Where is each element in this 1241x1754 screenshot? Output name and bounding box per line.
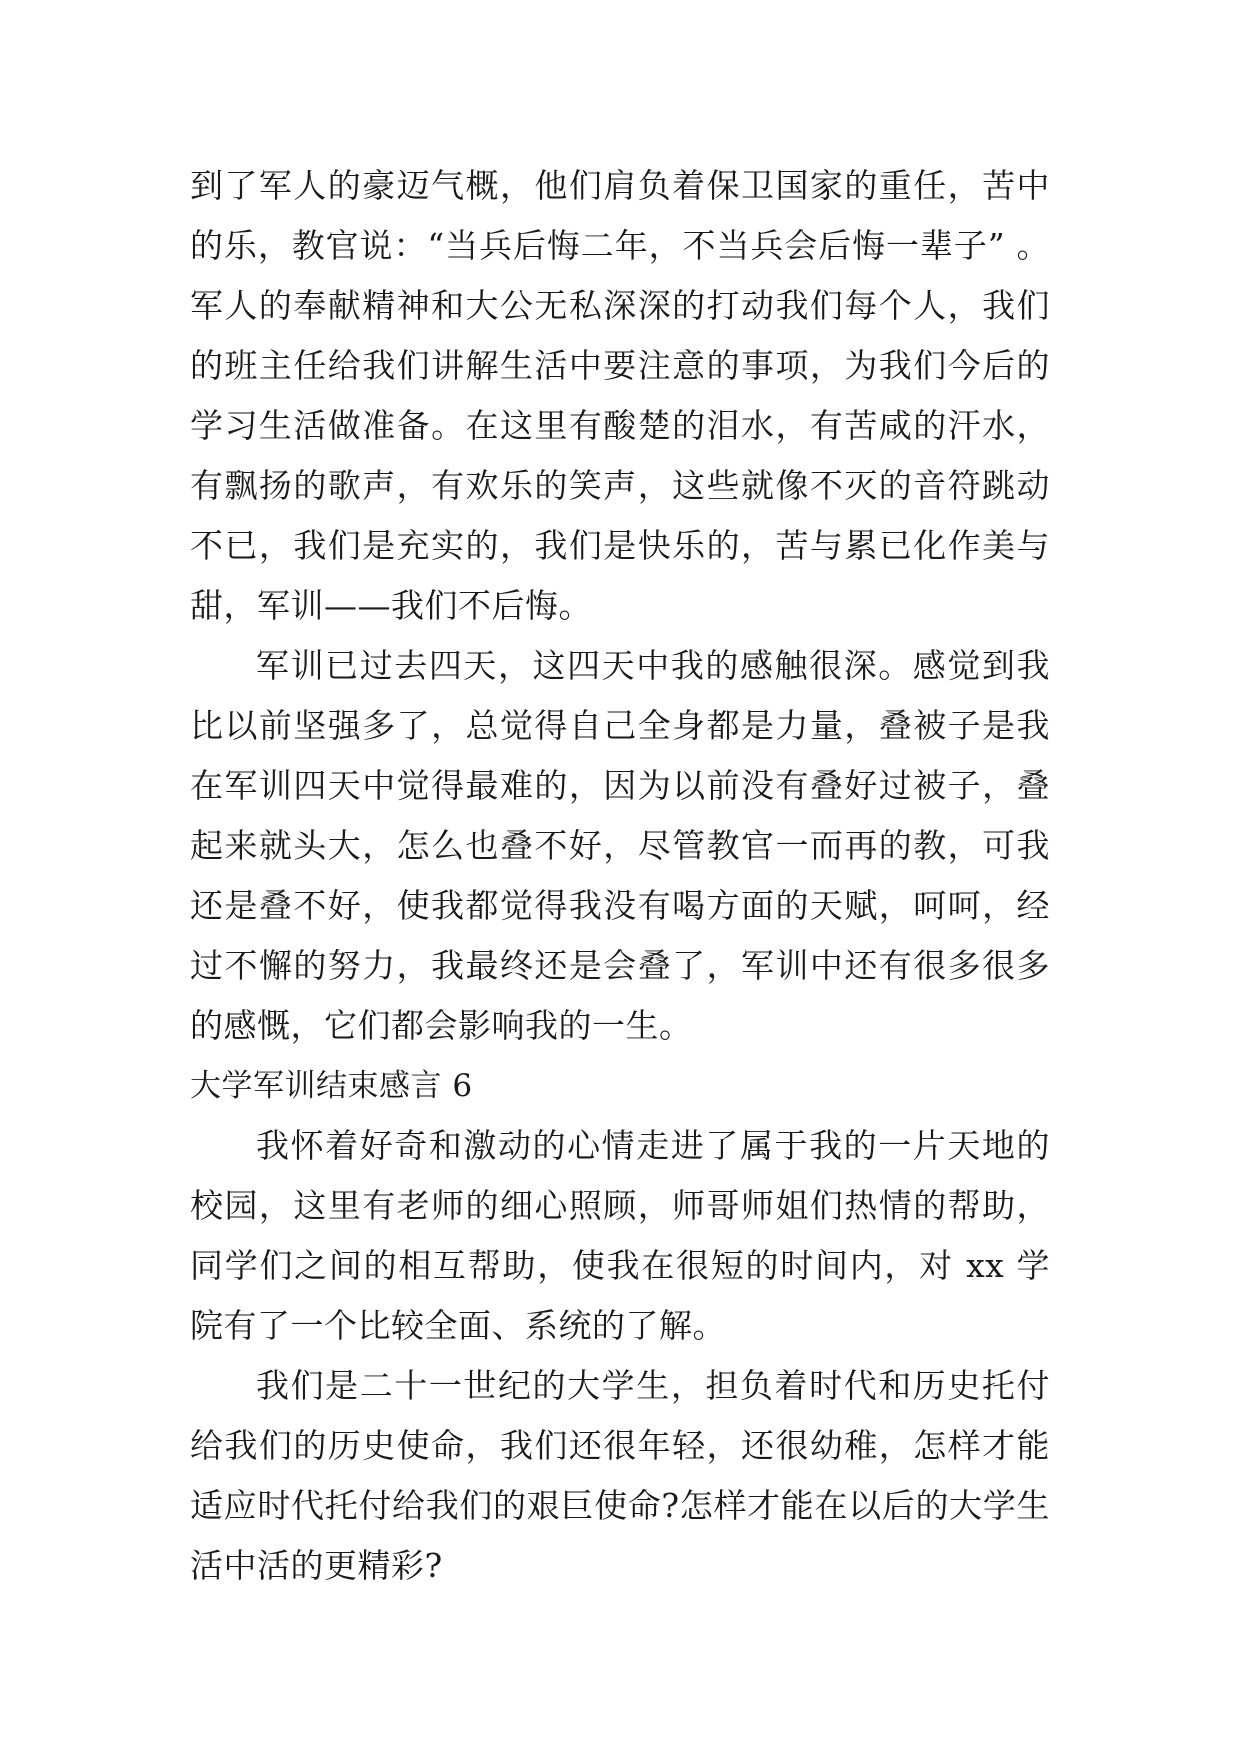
paragraph-2: 军训已过去四天，这四天中我的感触很深。感觉到我比以前坚强多了，总觉得自己全身都是力量，叠被子是我在军训四天中觉得最难的，因为以前没有叠好过被子，叠起来就头大，怎么也叠不好，尽管教官一而再的教，可我还是叠不好，使我都觉得我没有喝方面的天赋，呵呵，经过不懈的努力，我最终还是会叠了，军训中还有很多很多的感慨，它们都会影响我的一生。: [190, 646, 1050, 1045]
document-body: [190, 156, 1050, 1596]
paragraph-3: 我怀着好奇和激动的心情走进了属于我的一片天地的校园，这里有老师的细心照顾，师哥师姐们热情的帮助，同学们之间的相互帮助，使我在很短的时间内，对 xx 学院有了一个比较全面、系统的了解。: [190, 1126, 1050, 1345]
paragraph-1: 到了军人的豪迈气概，他们肩负着保卫国家的重任，苦中的乐，教官说：“当兵后悔二年，不当兵会后悔一辈子” 。军人的奉献精神和大公无私深深的打动我们每个人，我们的班主任给我们讲解生活中要注意的事项，为我们今后的学习生活做准备。在这里有酸楚的泪水，有苦咸的汗水，有飘扬的歌声，有欢乐的笑声，这些就像不灭的音符跳动不已，我们是充实的，我们是快乐的，苦与累已化作美与甜，军训——我们不后悔。: [190, 166, 1050, 625]
section-heading: 大学军训结束感言 6: [190, 1068, 473, 1104]
paragraph-4: 我们是二十一世纪的大学生，担负着时代和历史托付给我们的历史使命，我们还很年轻，还很幼稚，怎样才能适应时代托付给我们的艰巨使命?怎样才能在以后的大学生活中活的更精彩?: [190, 1366, 1050, 1585]
